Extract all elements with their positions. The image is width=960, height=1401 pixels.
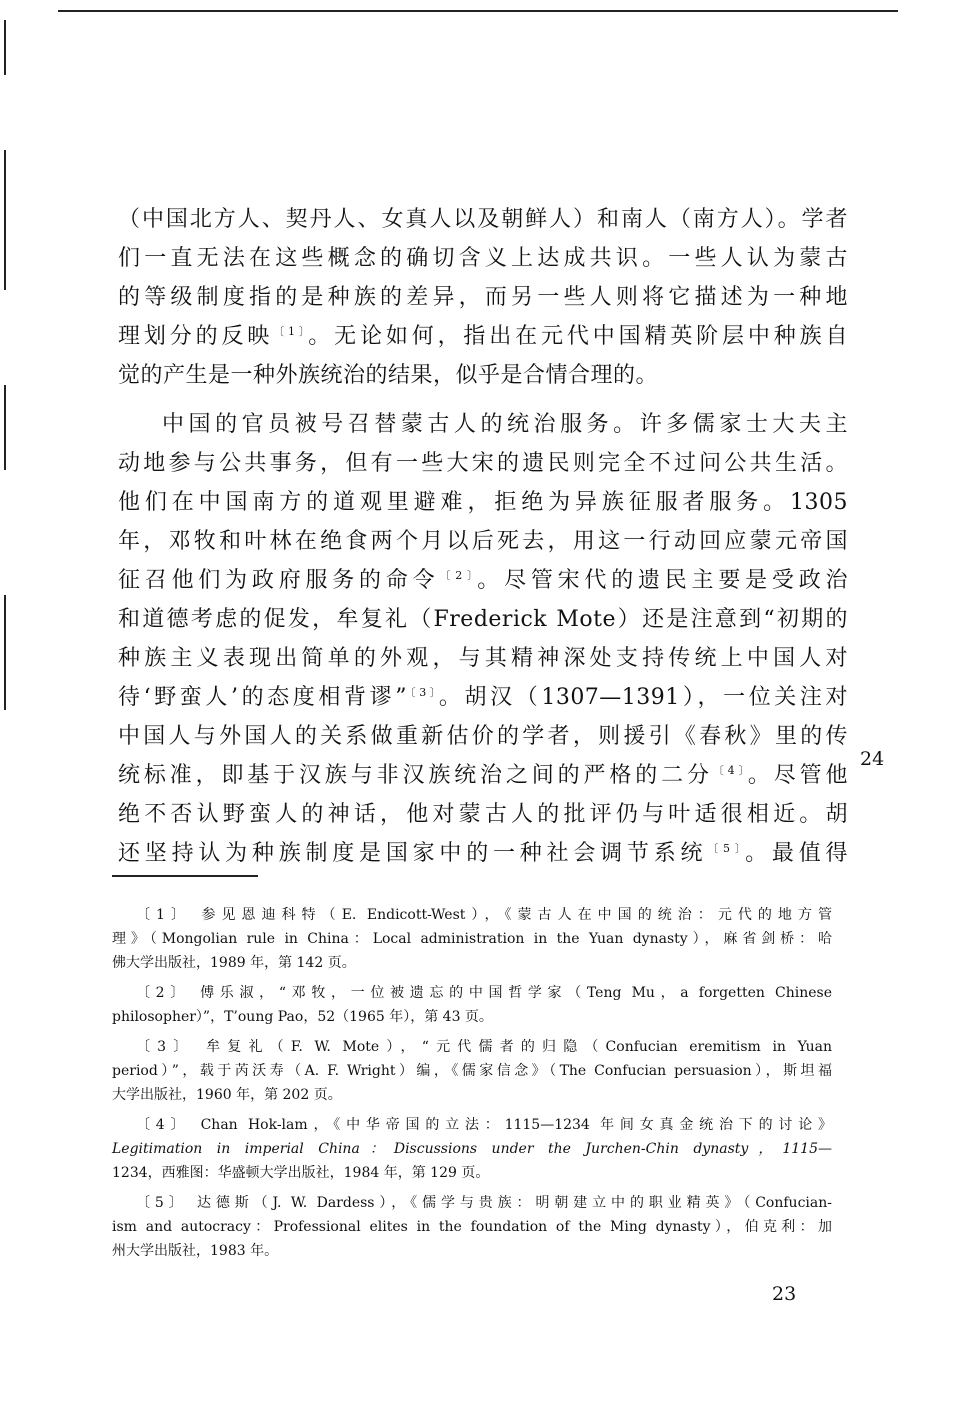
footnote-line: 〔4〕 Chan Hok-lam，《中华帝国的立法：1115—1234 年间女真金统治下的讨论》	[136, 1117, 832, 1133]
text-line: 中国人与外国人的关系做重新估价的学者，则援引《春秋》里的传	[118, 724, 848, 749]
footnote-line: 州大学出版社，1983 年。	[112, 1243, 279, 1259]
scan-edge-mark	[4, 595, 6, 710]
footnote-ref[interactable]: 〔4〕	[712, 764, 748, 777]
text-line: 动地参与公共事务，但有一些大宋的遗民则完全不过问公共生活。	[118, 451, 848, 476]
text-line: 还坚持认为种族制度是国家中的一种社会调节系统$^{〔5〕}$。最值得	[118, 841, 848, 866]
scan-edge-mark	[4, 20, 6, 75]
text-line: 的等级制度指的是种族的差异，而另一些人则将它描述为一种地	[118, 285, 848, 310]
footnote-ref[interactable]: 〔5〕	[707, 842, 746, 855]
footnote-line: 〔2〕 傅乐淑，“邓牧，一位被遗忘的中国哲学家（Teng Mu，a forgetten Chinese	[136, 985, 832, 1001]
text-line: 统标准，即基于汉族与非汉族统治之间的严格的二分$^{〔4〕}$。尽管他	[118, 763, 848, 788]
footnote-line: period）”，载于芮沃寿（A. F. Wright）编，《儒家信念》（The Confucian persuasion），斯坦福	[112, 1063, 832, 1079]
footnote-separator	[112, 875, 258, 877]
footnote-ref[interactable]: 〔3〕	[406, 686, 439, 699]
text-line: 绝不否认野蛮人的神话，他对蒙古人的批评仍与叶适很相近。胡	[118, 802, 848, 827]
scan-edge-mark	[4, 150, 6, 290]
text-line: （中国北方人、契丹人、女真人以及朝鲜人）和南人（南方人）。学者	[118, 207, 848, 232]
text-line: 觉的产生是一种外族统治的结果，似乎是合情合理的。	[118, 363, 659, 388]
text-line: 中国的官员被号召替蒙古人的统治服务。许多儒家士大夫主	[162, 412, 848, 437]
footnote-line: philosopher）”，T’oung Pao，52（1965 年），第 43 页。	[112, 1009, 493, 1025]
top-rule	[58, 10, 898, 12]
text-line: 和道德考虑的促发，牟复礼（Frederick Mote）还是注意到“初期的	[118, 607, 848, 632]
footnote-line: 理》（Mongolian rule in China：Local administration in the Yuan dynasty），麻省剑桥：哈	[112, 931, 832, 947]
footnote-line: 大学出版社，1960 年，第 202 页。	[112, 1087, 342, 1103]
footnote-ref[interactable]: 〔2〕	[439, 569, 478, 582]
footnote-line: 佛大学出版社，1989 年，第 142 页。	[112, 955, 356, 971]
text-line: 待‘野蛮人’的态度相背谬”$^{〔3〕}$。胡汉（1307—1391），一位关注对	[118, 685, 849, 710]
footnote-line: 1234，西雅图：华盛顿大学出版社，1984 年，第 129 页。	[112, 1165, 490, 1181]
footnote-line: 〔3〕 牟复礼（F. W. Mote），“元代儒者的归隐（Confucian eremitism in Yuan	[136, 1039, 832, 1055]
text-line: 种族主义表现出简单的外观，与其精神深处支持传统上中国人对	[118, 646, 848, 671]
footnote-line: 〔1〕 参见恩迪科特（E. Endicott-West），《蒙古人在中国的统治：元代的地方管	[136, 907, 832, 923]
body-text	[118, 200, 848, 873]
text-line: 们一直无法在这些概念的确切含义上达成共识。一些人认为蒙古	[118, 246, 848, 271]
text-line: 他们在中国南方的道观里避难，拒绝为异族征服者服务。1305	[118, 490, 848, 515]
margin-page-number: 24	[860, 748, 885, 770]
text-line: 年，邓牧和叶林在绝食两个月以后死去，用这一行动回应蒙元帝国	[118, 529, 848, 554]
scan-edge-mark	[4, 385, 6, 470]
footnote-line: 〔5〕 达德斯（J. W. Dardess），《儒学与贵族：明朝建立中的职业精英》（Confucian-	[136, 1195, 832, 1211]
footnotes	[112, 903, 832, 1263]
footnote-ref[interactable]: 〔1〕	[273, 325, 309, 338]
footnote-line: ism and autocracy：Professional elites in the foundation of the Ming dynasty），伯克利：加	[112, 1219, 832, 1235]
text-line: 理划分的反映$^{〔1〕}$。无论如何，指出在元代中国精英阶层中种族自	[118, 324, 848, 349]
page-number: 23	[772, 1283, 797, 1305]
footnote-line: Legitimation in imperial China：Discussions under the Jurchen-Chin dynasty，1115—	[112, 1141, 832, 1157]
text-line: 征召他们为政府服务的命令$^{〔2〕}$。尽管宋代的遗民主要是受政治	[118, 568, 848, 593]
